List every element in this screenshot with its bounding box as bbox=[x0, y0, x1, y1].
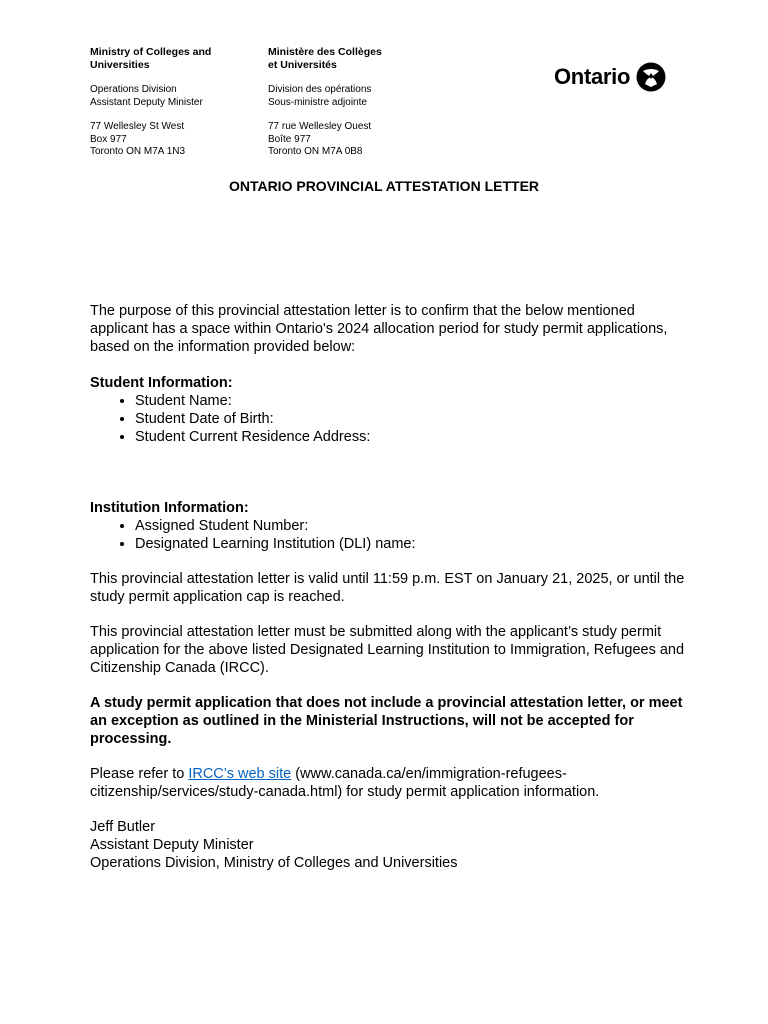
header-french bbox=[268, 46, 438, 159]
list-item: • Student Name: bbox=[135, 392, 690, 410]
ministry-name-fr-line2: et Universités bbox=[268, 59, 337, 71]
intro-paragraph: The purpose of this provincial attestation letter is to confirm that the below mentioned applicant has a space within Ontario's 2024 allocation period for study permit applications, based on the information provided below: bbox=[90, 303, 668, 355]
role-title: Assistant Deputy Minister bbox=[90, 96, 203, 108]
student-info-heading: Student Information: bbox=[90, 375, 233, 391]
address-fr-line1: 77 rue Wellesley Ouest bbox=[268, 121, 372, 132]
refer-suffix: (www.canada.ca/en/immigration-refugees-citizenship/services/study-canada.html) for study permit application information. bbox=[90, 766, 600, 800]
address-fr-line3: Toronto ON M7A 0B8 bbox=[268, 146, 363, 157]
address-fr-line2: Boîte 977 bbox=[268, 133, 311, 145]
logo-text: Ontario bbox=[554, 64, 631, 89]
validity-paragraph: This provincial attestation letter is valid until 11:59 p.m. EST on January 21, 2025, or until the study permit application cap is reached. bbox=[90, 571, 685, 605]
division-name: Operations Division bbox=[90, 84, 177, 95]
header-english bbox=[90, 46, 260, 159]
refer-paragraph bbox=[90, 765, 690, 801]
refer-prefix: Please refer to bbox=[90, 766, 189, 782]
student-info-list bbox=[90, 392, 690, 446]
submission-paragraph: This provincial attestation letter must be submitted along with the applicant’s study permit application for the above listed Designated Learning Institution to Immigration, Refugees and Citizenship Canada (IRCC). bbox=[90, 624, 685, 676]
signature-org: Operations Division, Ministry of Colleges and Universities bbox=[90, 855, 458, 871]
letter-body bbox=[90, 302, 690, 872]
signature-name: Jeff Butler bbox=[90, 819, 156, 835]
list-item: • Student Date of Birth: bbox=[135, 410, 690, 428]
institution-info-heading: Institution Information: bbox=[90, 500, 249, 516]
ircc-website-link[interactable]: IRCC’s web site bbox=[188, 766, 292, 782]
warning-paragraph: A study permit application that does not include a provincial attestation letter, or meet an exception as outlined in the Ministerial Instructions, will not be accepted for processing. bbox=[90, 695, 683, 747]
institution-info-list bbox=[90, 517, 690, 553]
division-name-fr: Division des opérations bbox=[268, 84, 372, 95]
page-title: ONTARIO PROVINCIAL ATTESTATION LETTER bbox=[228, 178, 540, 194]
list-item: • Assigned Student Number: bbox=[135, 517, 690, 535]
role-title-fr: Sous-ministre adjointe bbox=[268, 96, 367, 108]
address-line2: Box 977 bbox=[90, 133, 127, 145]
address-line1: 77 Wellesley St West bbox=[90, 121, 185, 132]
trillium-icon bbox=[636, 62, 666, 92]
signature-title: Assistant Deputy Minister bbox=[90, 837, 254, 853]
list-item: • Student Current Residence Address: bbox=[135, 428, 690, 446]
ontario-logo bbox=[554, 62, 666, 92]
list-item: • Designated Learning Institution (DLI) name: bbox=[135, 535, 690, 553]
ministry-name-line2: Universities bbox=[90, 59, 150, 71]
address-line3: Toronto ON M7A 1N3 bbox=[90, 146, 186, 157]
ministry-name-fr-line1: Ministère des Collèges bbox=[268, 46, 382, 58]
ministry-name-line1: Ministry of Colleges and bbox=[90, 46, 212, 58]
